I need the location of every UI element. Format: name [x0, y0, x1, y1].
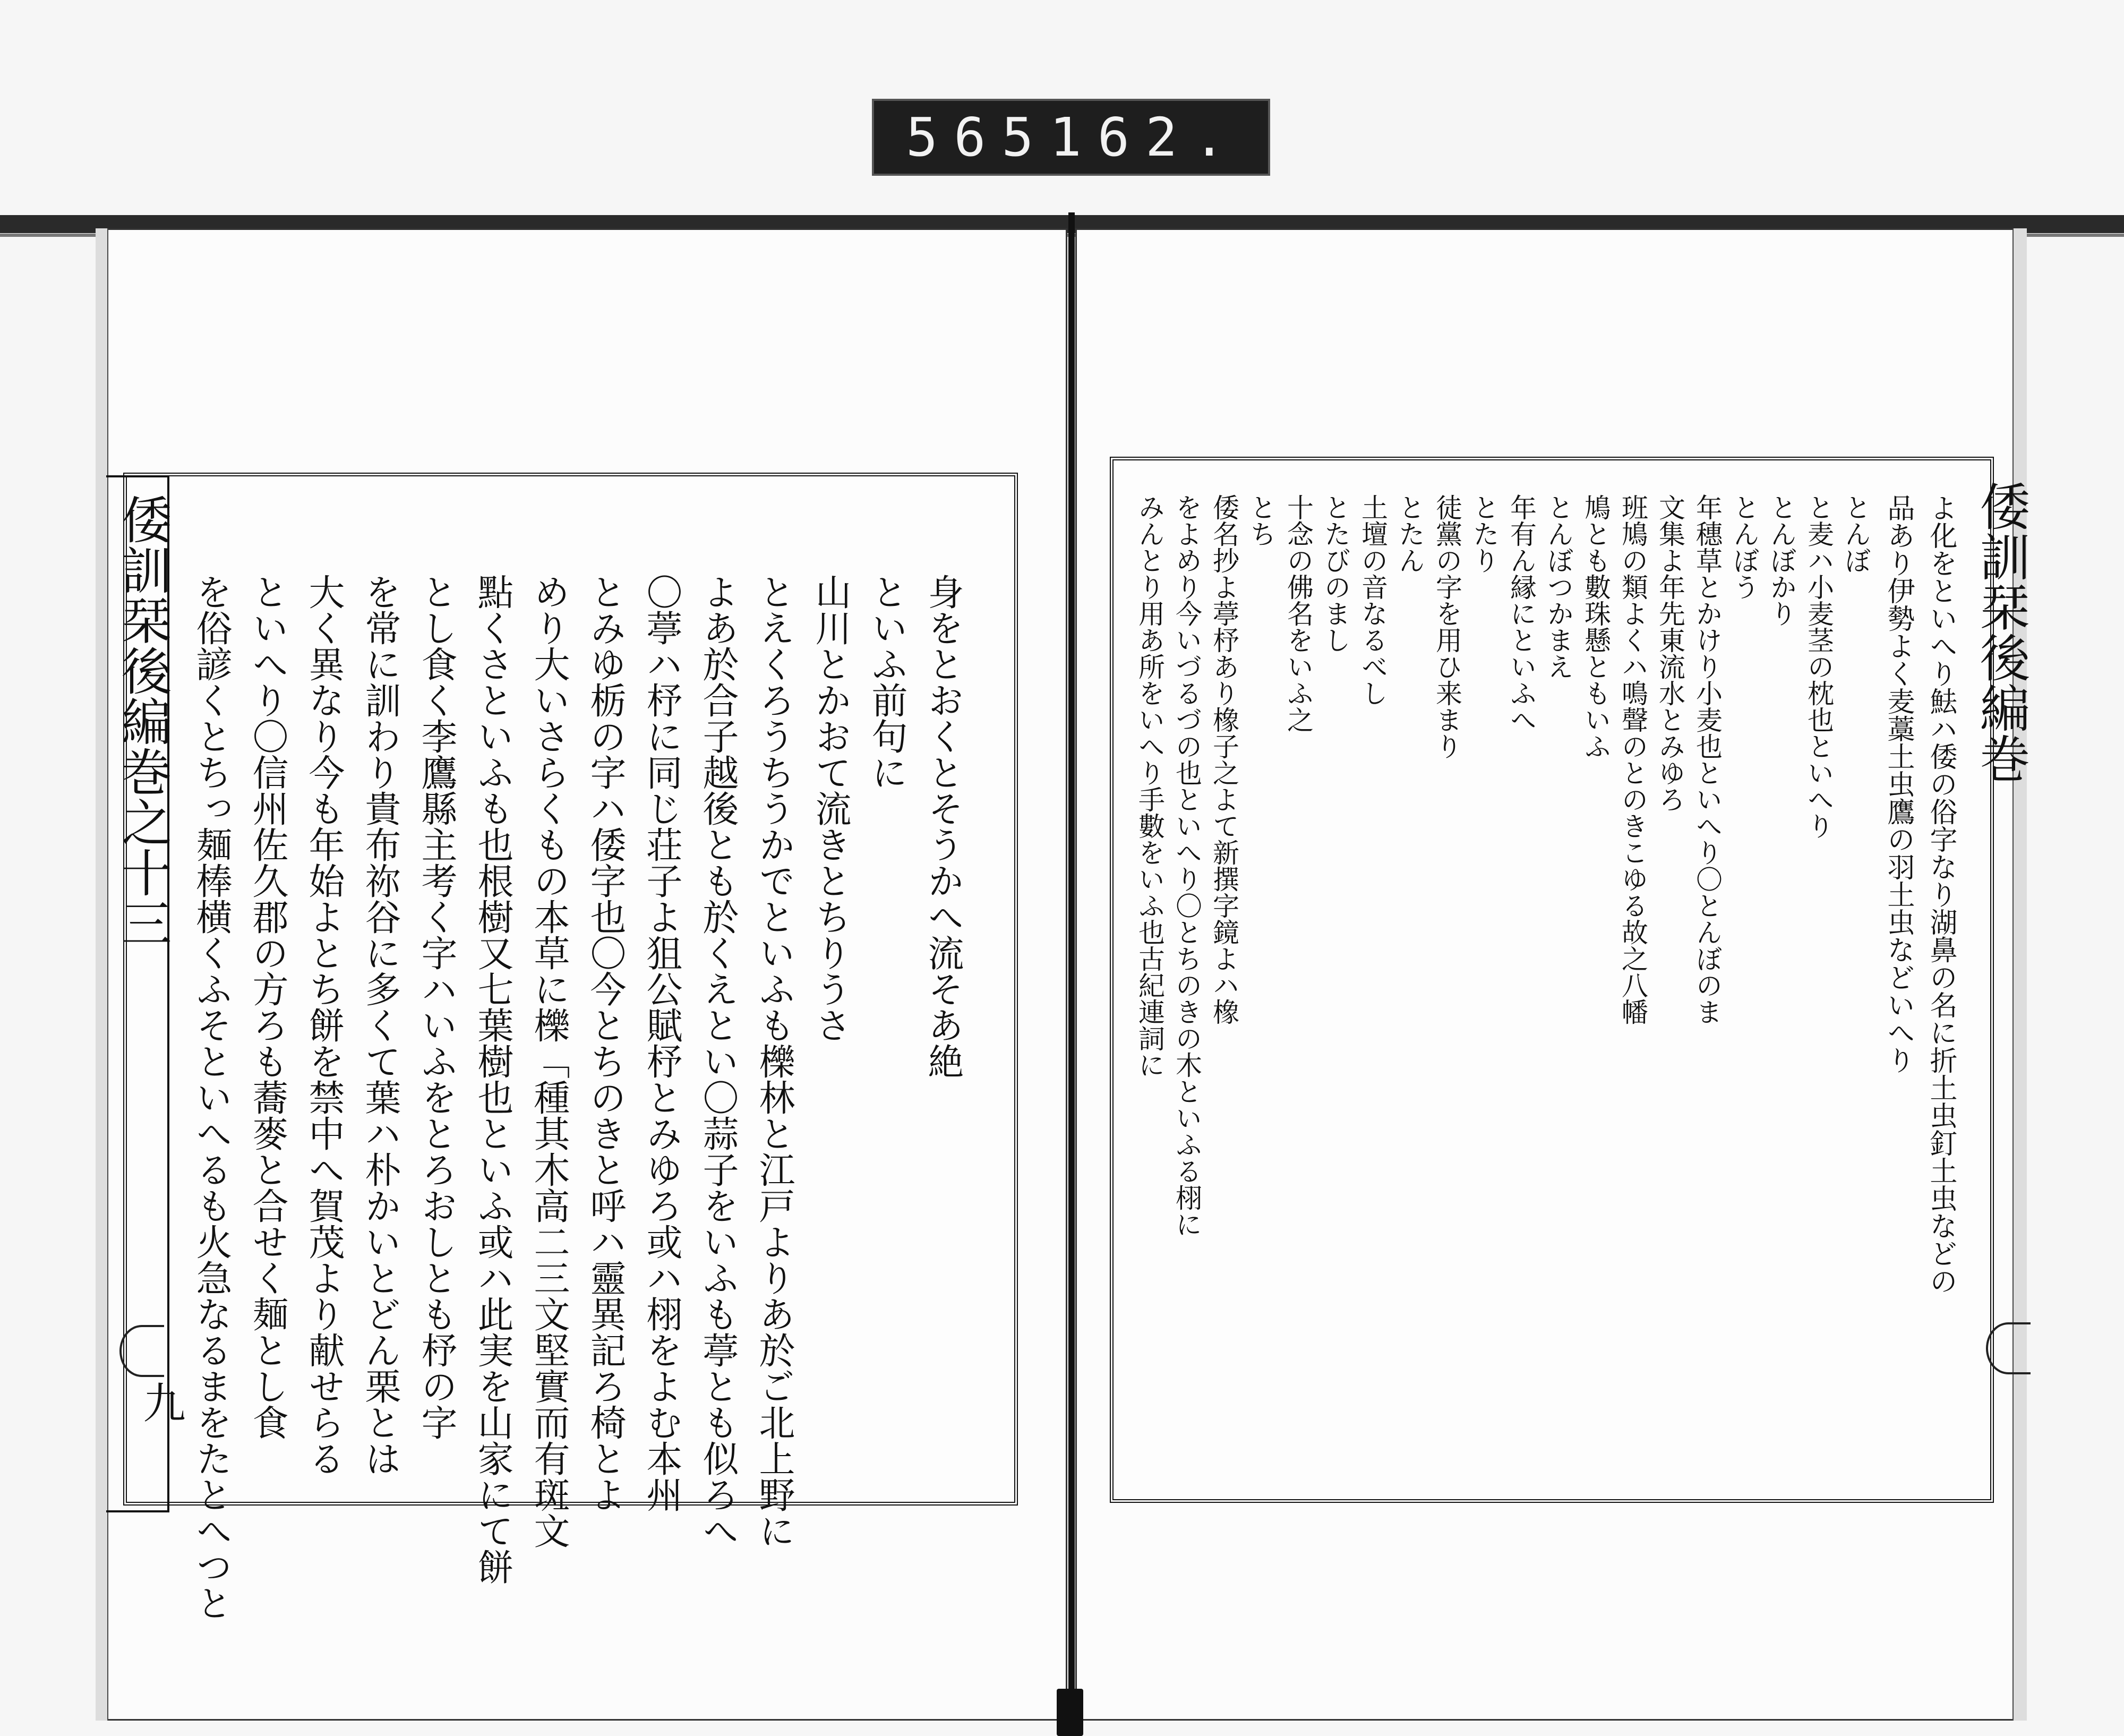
text-column: 大く異なり今も年始よとち餅を禁中へ賀茂より献せらる	[303, 574, 345, 1476]
text-column: とたん	[1394, 494, 1425, 574]
text-column: 山川とかおて流きとちりうさ	[809, 574, 851, 1043]
text-column: を常に訓わり貴布祢谷に多くて葉ハ朴かいとどん栗とは	[359, 574, 401, 1476]
text-column: よあ於合子越後とも於くえとい〇蒜子をいふも葶とも似ろへ	[697, 574, 739, 1549]
text-column: 十念の佛名をいふ之	[1283, 494, 1314, 733]
text-column: を俗諺くとちっ麺棒横くふそといへるも火急なるまをたとへつと	[190, 574, 232, 1621]
text-column: といふ前句に	[866, 574, 907, 790]
text-column: とたり	[1469, 494, 1500, 574]
left-leaf-number: 九	[136, 1381, 185, 1423]
text-column: とえくろうちうかでといふも櫟林と江戸よりあ於ご北上野に	[753, 574, 795, 1549]
text-column: 點くさといふも也根樹又七葉樹也といふ或ハ此実を山家にて餅	[472, 574, 513, 1585]
text-column: 倭名抄よ葶杼あり橡子之よて新撰字鏡よハ橡	[1209, 494, 1239, 1025]
text-column: 鳩とも數珠懸ともいふ	[1580, 494, 1611, 759]
text-column: 品あり伊勢よく麦藁土虫鷹の羽土虫などいへり	[1882, 494, 1914, 1074]
left-text-columns	[186, 574, 966, 1621]
text-column: とたびのまし	[1320, 494, 1351, 653]
text-column: をよめり今いづるづの也といへり〇とちのきの木といふる栩に	[1171, 494, 1202, 1237]
text-column: とんぼ	[1840, 494, 1871, 574]
text-column: めり大いさらくもの本草に櫟「種其木高二三文堅實而有斑文	[528, 574, 570, 1549]
left-running-title: 倭訓栞後編巻之十三	[113, 494, 172, 948]
right-fold-mark	[1986, 1322, 2031, 1374]
text-column: 班鳩の類よくハ鳴聲のとのきこゆる故之八幡	[1617, 494, 1648, 1025]
text-column: とち	[1246, 494, 1277, 547]
left-fold-mark	[119, 1325, 164, 1377]
text-column: とんぼつかまえ	[1543, 494, 1574, 680]
text-column: みんとり用あ所をいへり手數をいふ也古紀連詞に	[1134, 494, 1165, 1078]
right-running-title: 倭訓栞後編巻	[1972, 481, 2030, 783]
spine-cap	[1057, 1689, 1083, 1736]
text-column: と麦ハ小麦茎の枕也といへり	[1803, 494, 1834, 839]
text-column: とし食く李鷹縣主考く字ハいふをとろおしとも杼の字	[415, 574, 457, 1440]
text-column: とんぼう	[1729, 494, 1760, 600]
text-column: 身をとおくとそうかへ流そあ絶	[922, 574, 964, 1079]
text-column: よ化をといへり魼ハ倭の俗字なり湖鼻の名に折土虫釘土虫などの	[1925, 494, 1957, 1295]
catalog-number-tag	[872, 99, 1270, 176]
text-column: 土壇の音なるべし	[1357, 494, 1388, 706]
right-leaf-edge	[2012, 228, 2027, 1721]
catalog-number-right: 162.	[1049, 106, 1241, 168]
text-column: 年有ん縁にといふへ	[1506, 494, 1537, 733]
text-column: 文集よ年先東流水とみゆろ	[1655, 494, 1685, 813]
text-column: とみゆ栃の字ハ倭字也〇今とちのきと呼ハ靈異記ろ椅とよ	[584, 574, 626, 1512]
text-column: 年穗草とかけり小麦也といへり〇とんぼのま	[1692, 494, 1723, 1025]
book-spine	[1068, 212, 1075, 1736]
catalog-number-left: 565	[906, 106, 1050, 168]
text-column: 徒黨の字を用ひ来まり	[1432, 494, 1462, 759]
right-text-columns	[1134, 494, 1965, 1492]
text-column: とんぼかり	[1766, 494, 1797, 627]
text-column: 〇葶ハ杼に同じ荘子よ狙公賦杼とみゆろ或ハ栩をよむ本州	[640, 574, 682, 1512]
text-column: といへり〇信州佐久郡の方ろも蕎麥と合せく麺とし食	[246, 574, 288, 1440]
